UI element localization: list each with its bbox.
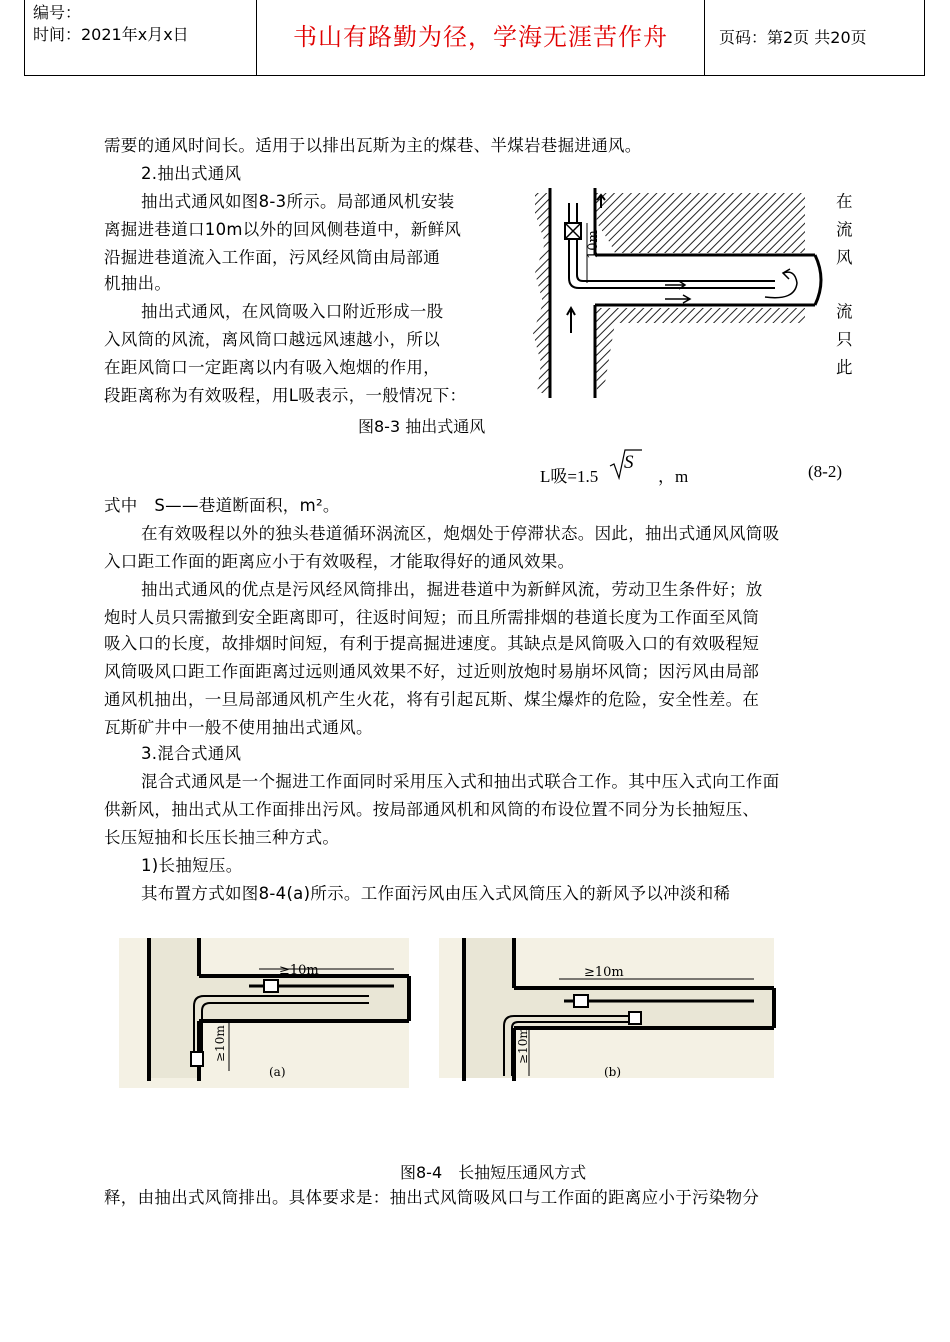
header-left-cell [25,0,257,75]
formula-lhs: L吸=1.5 [540,467,599,486]
text-line: 炮时人员只需撤到安全距离即可，往返时间短；而且所需排烟的巷道长度为工作面至风筒 [104,608,760,627]
text-line: 离掘进巷道口10m以外的回风侧巷道中，新鲜风 [104,220,462,239]
text-line: 沿掘进巷道流入工作面，污风经风筒由局部通 [104,248,440,267]
fan-icon [264,980,278,992]
text-line: 此 [836,358,853,377]
header-table [24,0,925,76]
figure-8-4b-panel [439,938,774,1081]
text-line: 吸入口的长度，故排烟时间短，有利于提高掘进速度。其缺点是风筒吸入口的有效吸程短 [104,634,760,653]
formula-unit: ，m [658,467,689,486]
arrow-right-icon [665,295,690,303]
fig84b-dim-v: ≥10m [516,1027,530,1064]
formula-s: S [624,452,634,473]
text-line: 抽出式通风，在风筒吸入口附近形成一股 [141,302,444,321]
page-info: 页码：第2页 共20页 [719,28,867,47]
fig84a-label: (a) [269,1065,286,1079]
number-label: 编号： [33,3,82,22]
text-line: 在 [836,192,853,211]
text-line: 释，由抽出式风筒排出。具体要求是：抽出式风筒吸风口与工作面的距离应小于污染物分 [104,1188,760,1207]
formula-number: (8-2) [808,462,842,481]
figure-8-4a-panel [119,938,409,1088]
rock-hatch-bottom [595,308,805,393]
fan-icon [629,1012,641,1024]
figure-8-3-diagram [505,183,830,405]
text-line: 入风筒的风流，离风筒口越远风速越小，所以 [104,330,440,349]
fan-icon [574,995,588,1007]
rock-hatch-top [595,193,805,253]
text-line: 流 [836,220,853,239]
text-line: 需要的通风时间长。适用于以排出瓦斯为主的煤巷、半煤岩巷掘进通风。 [104,136,642,155]
text-line: 式中 S——巷道断面积，m²。 [104,496,340,515]
text-line: 通风机抽出，一旦局部通风机产生火花，将有引起瓦斯、煤尘爆炸的危险，安全性差。在 [104,690,760,709]
fig84a-dim-h: ≥10m [279,963,319,978]
fig84b-dim-h: ≥10m [584,965,624,980]
text-line: 长压短抽和长压长抽三种方式。 [104,828,340,847]
text-line: 在距风筒口一定距离以内有吸入炮烟的作用， [104,358,440,377]
fig84b-label: (b) [604,1065,622,1079]
text-line: 机抽出。 [104,274,172,293]
text-line: 风筒吸风口距工作面距离过远则通风效果不好，过近则放炮时易崩坏风筒；因污风由局部 [104,662,760,681]
text-line: 瓦斯矿井中一般不使用抽出式通风。 [104,718,373,737]
fan-icon [191,1052,203,1066]
text-line: 1)长抽短压。 [141,856,243,875]
fig83-dim-label: 10m [586,230,601,259]
text-line: 流 [836,302,853,321]
text-line: 混合式通风是一个掘进工作面同时采用压入式和抽出式联合工作。其中压入式向工作面 [141,772,780,791]
section-heading: 3.混合式通风 [141,744,242,763]
text-line: 入口距工作面的距离应小于有效吸程，才能取得好的通风效果。 [104,552,575,571]
text-line: 抽出式通风的优点是污风经风筒排出，掘进巷道中为新鲜风流，劳动卫生条件好；放 [141,580,763,599]
text-line: 风 [836,248,853,267]
text-line: 其布置方式如图8-4(a)所示。工作面污风由压入式风筒压入的新风予以冲淡和稀 [141,884,731,903]
section-heading: 2.抽出式通风 [141,164,242,183]
figure-8-4-caption: 图8-4 长抽短压通风方式 [400,1163,587,1182]
arrow-up-icon [567,308,575,333]
text-line: 段距离称为有效吸程，用L吸表示，一般情况下： [104,386,467,405]
text-line: 抽出式通风如图8-3所示。局部通风机安装 [141,192,455,211]
time-label: 时间：2021年x月x日 [33,25,189,44]
figure-8-3-caption: 图8-3 抽出式通风 [358,417,486,436]
fig84a-dim-v: ≥10m [213,1025,227,1062]
figure-8-4-diagram [104,916,839,1144]
text-line: 供新风，抽出式从工作面排出污风。按局部通风机和风筒的布设位置不同分为长抽短压、 [104,800,760,819]
motto: 书山有路勤为径，学海无涯苦作舟 [257,0,705,75]
text-line: 在有效吸程以外的独头巷道循环涡流区，炮烟处于停滞状态。因此，抽出式通风风筒吸 [141,524,780,543]
text-line: 只 [836,330,853,349]
